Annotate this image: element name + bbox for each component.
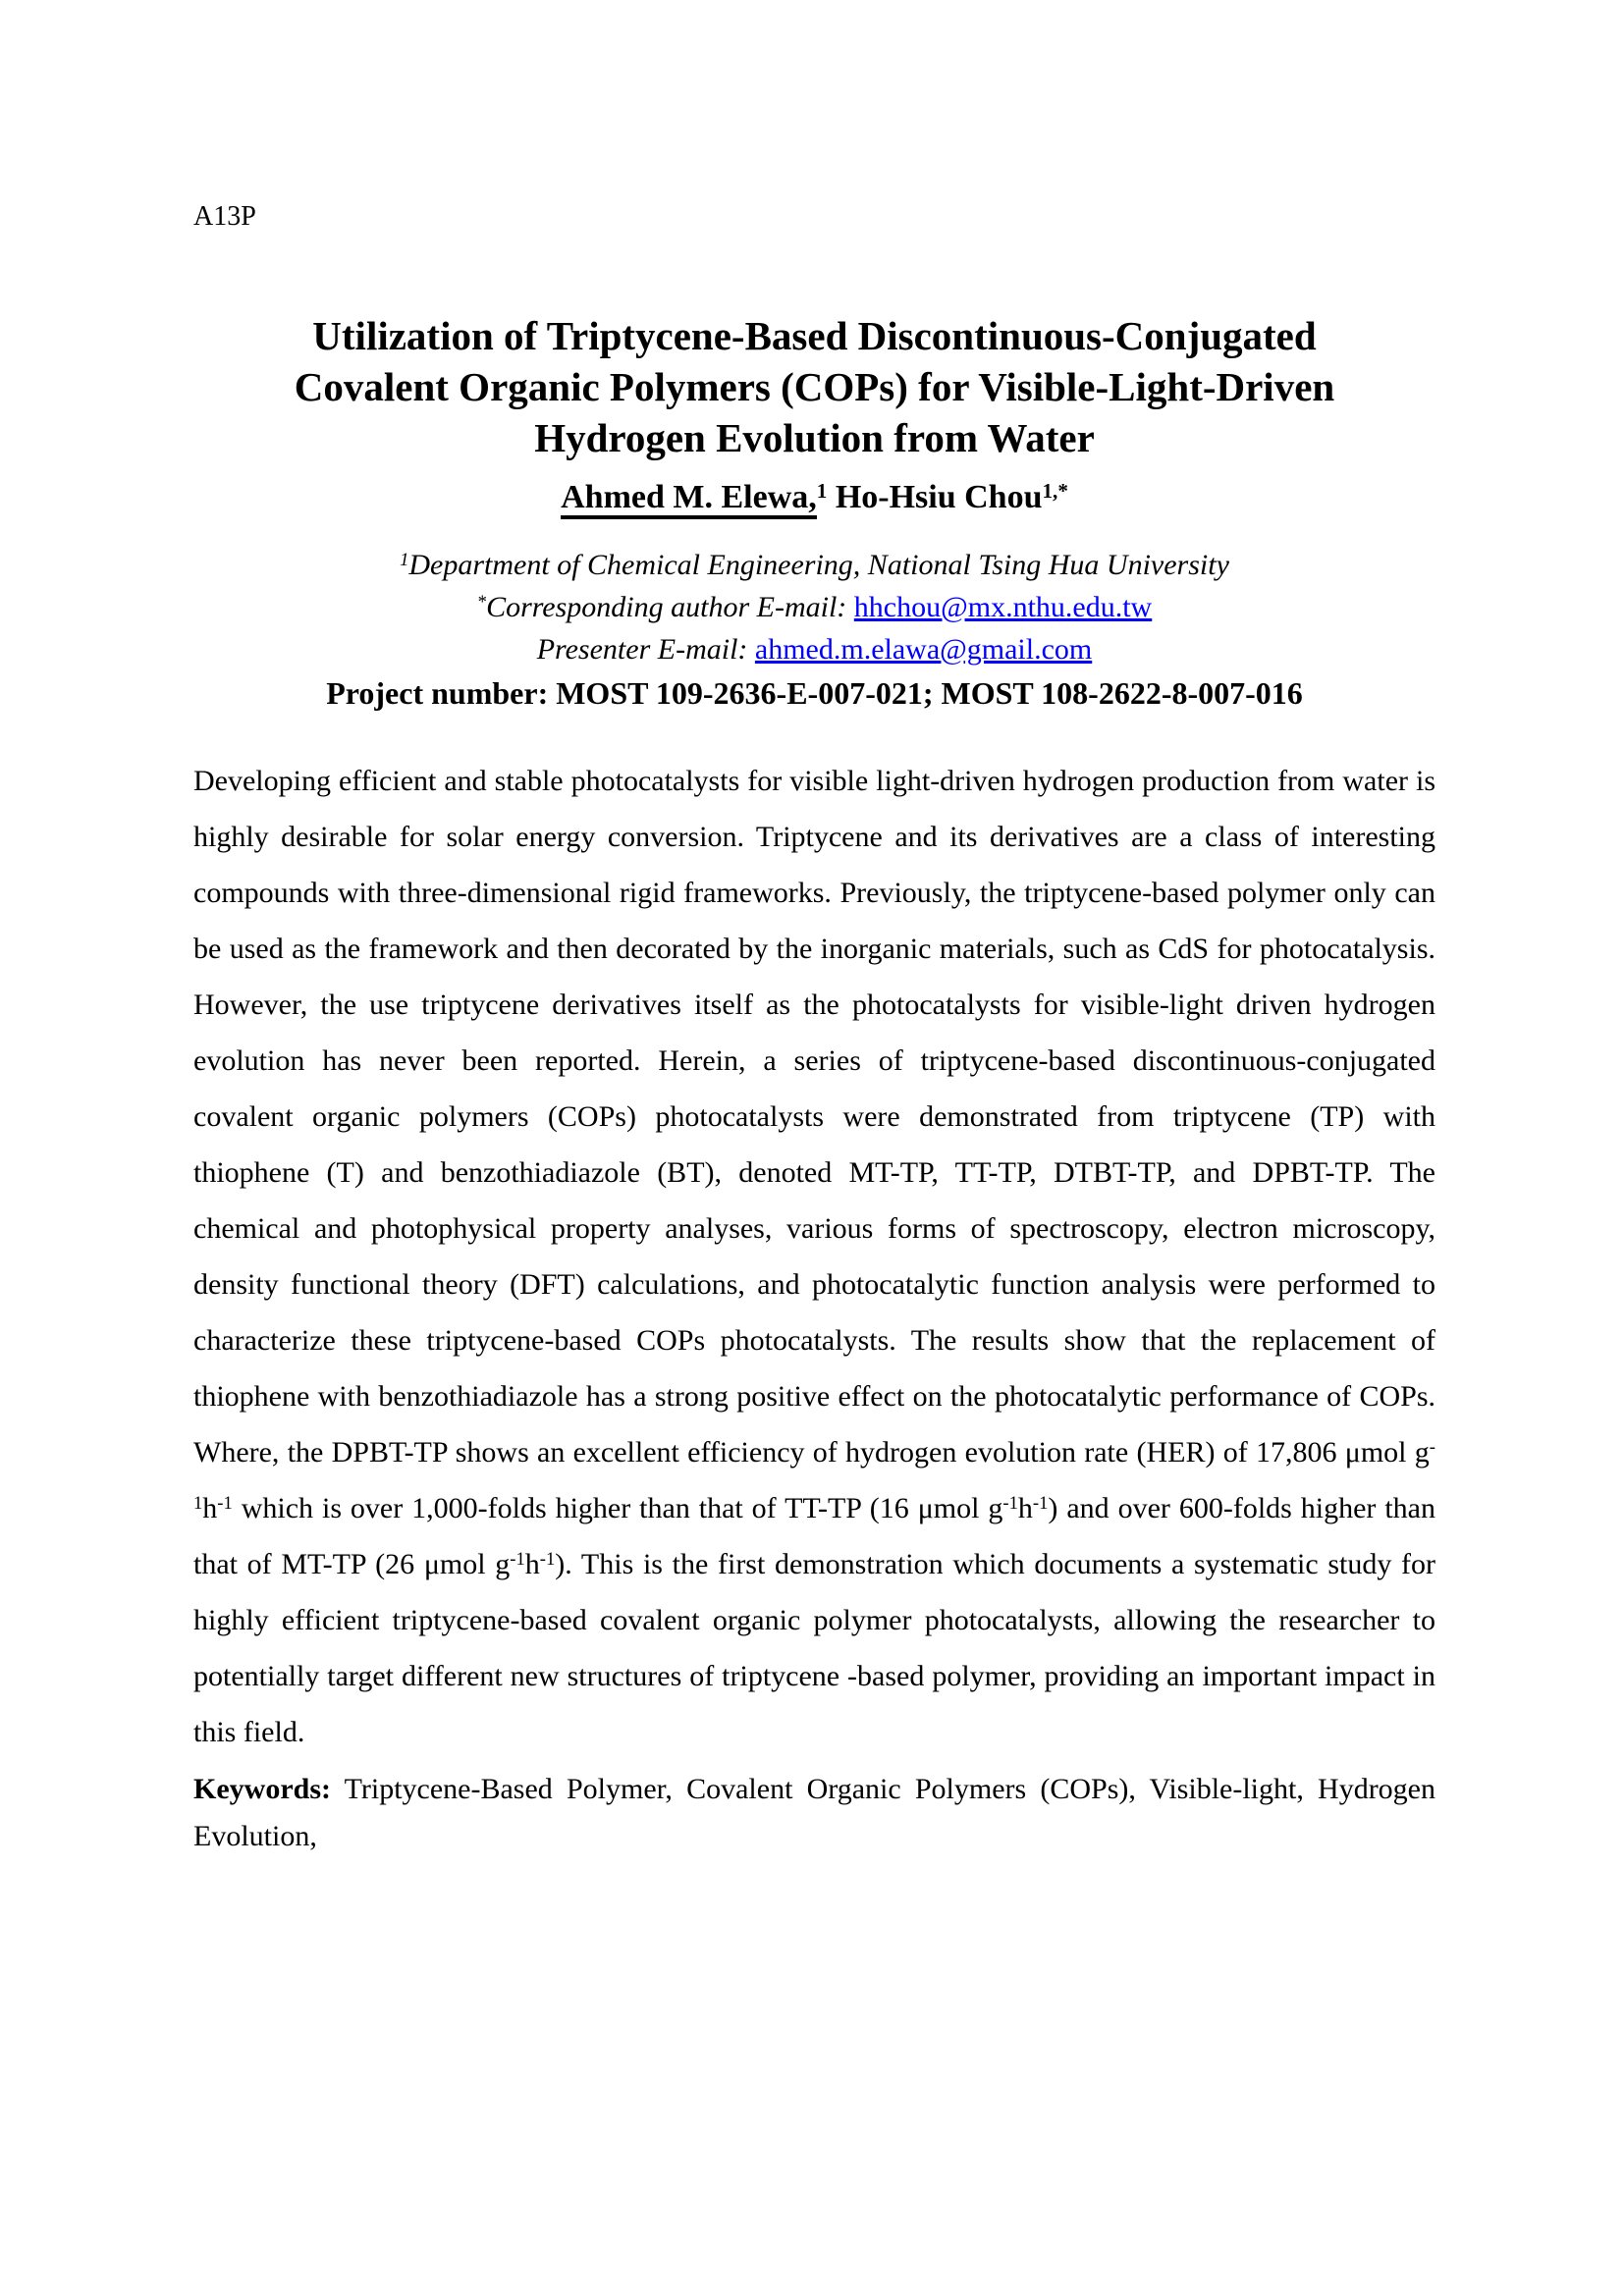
keywords-text: Triptycene-Based Polymer, Covalent Organic Polymers (COPs), Visible-light, Hydrogen Evolution, <box>193 1773 1435 1852</box>
corresponding-author-label: Corresponding author E-mail: <box>486 591 854 623</box>
author-1-affiliation-mark: 1 <box>816 478 828 503</box>
unit-exponent: -1 <box>1002 1493 1018 1515</box>
abstract-seg-1: h <box>202 1492 218 1524</box>
presenter-line <box>193 628 1435 670</box>
keywords-paragraph <box>193 1766 1435 1860</box>
abstract-paragraph <box>193 753 1435 1760</box>
affiliation-text: Department of Chemical Engineering, National Tsing Hua University <box>408 549 1229 581</box>
unit-exponent: -1 <box>539 1549 556 1571</box>
keywords-label: Keywords: <box>193 1773 331 1805</box>
unit-exponent: -1 <box>1032 1493 1049 1515</box>
corresponding-author-line <box>193 586 1435 628</box>
abstract-seg-3: h <box>1017 1492 1033 1524</box>
abstract-seg-4: ) and over 600-folds higher than that of MT-TP (26 μmol g <box>193 1492 1435 1580</box>
title-line-3: Hydrogen Evolution from Water <box>534 415 1095 460</box>
abstract-seg-6: ). This is the first demonstration which documents a systematic study for highly efficient triptycene-based covalent organic polymer photocatalysts, allowing the researcher to potentially target different new structures of triptycene -based polymer, providing an important impact in this field. <box>193 1548 1435 1748</box>
paper-code: A13P <box>193 201 256 232</box>
paper-title <box>193 310 1435 463</box>
abstract-seg-0: Developing efficient and stable photocatalysts for visible light-driven hydrogen production from water is highly desirable for solar energy conversion. Triptycene and its derivatives are a class of interesting compounds with three-dimensional rigid frameworks. Previously, the triptycene-based polymer only can be used as the framework and then decorated by the inorganic materials, such as CdS for photocatalysis. However, the use triptycene derivatives itself as the photocatalysts for visible-light driven hydrogen evolution has never been reported. Herein, a series of triptycene-based discontinuous-conjugated covalent organic polymers (COPs) photocatalysts were demonstrated from triptycene (TP) with thiophene (T) and benzothiadiazole (BT), denoted MT-TP, TT-TP, DTBT-TP, and DPBT-TP. The chemical and photophysical property analyses, various forms of spectroscopy, electron microscopy, density functional theory (DFT) calculations, and photocatalytic function analysis were performed to characterize these triptycene-based COPs photocatalysts. The results show that the replacement of thiophene with benzothiadiazole has a strong positive effect on the photocatalytic performance of COPs. Where, the DPBT-TP shows an excellent efficiency of hydrogen evolution rate (HER) of 17,806 μmol g <box>193 765 1435 1468</box>
title-line-2: Covalent Organic Polymers (COPs) for Visible-Light-Driven <box>294 364 1335 409</box>
corresponding-author-mark: * <box>476 592 487 614</box>
author-2-name: Ho-Hsiu Chou <box>827 479 1043 515</box>
abstract-seg-5: h <box>524 1548 540 1580</box>
affiliation-block <box>193 544 1435 716</box>
abstract-seg-2: which is over 1,000-folds higher than that of TT-TP (16 μmol g <box>232 1492 1003 1524</box>
title-line-1: Utilization of Triptycene-Based Discontinuous-Conjugated <box>312 313 1317 358</box>
unit-exponent: -1 <box>217 1493 233 1515</box>
unit-exponent: -1 <box>510 1549 525 1571</box>
presenter-label: Presenter E-mail: <box>536 633 755 666</box>
authors-line <box>193 477 1435 518</box>
presenter-email-link[interactable]: ahmed.m.elawa@gmail.com <box>754 633 1093 666</box>
project-number-line: Project number: MOST 109-2636-E-007-021; MOST 108-2622-8-007-016 <box>326 675 1303 711</box>
corresponding-email-link[interactable]: hhchou@mx.nthu.edu.tw <box>853 591 1153 623</box>
affiliation-mark: 1 <box>400 550 409 571</box>
author-1-name: Ahmed M. Elewa, <box>561 479 817 519</box>
author-2-affiliation-mark: 1,* <box>1042 478 1068 503</box>
affiliation-line <box>193 544 1435 586</box>
unit-exponent: -1 <box>193 1437 1435 1515</box>
